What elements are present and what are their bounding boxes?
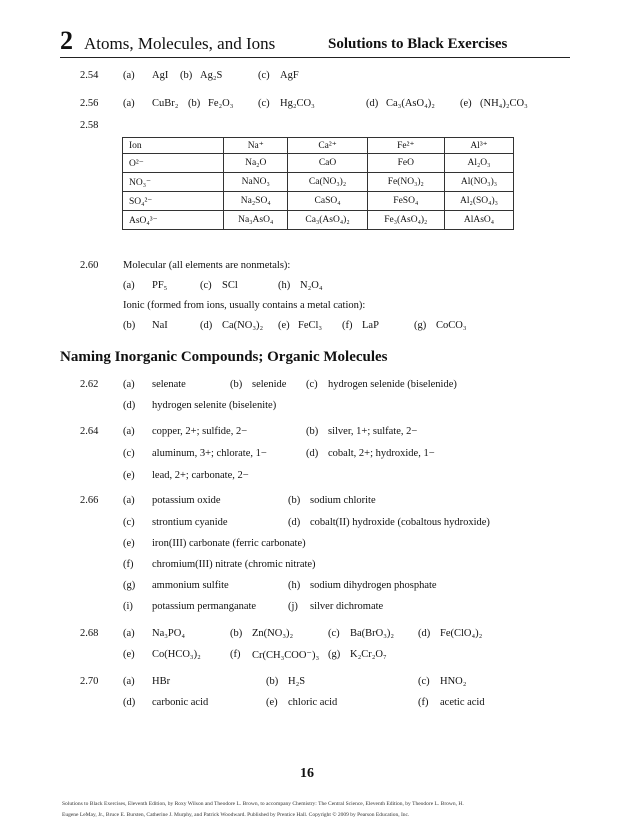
ion-compound-table xyxy=(122,137,514,230)
item-value: sodium chlorite xyxy=(310,495,376,506)
table-cell: CaO xyxy=(288,154,367,173)
page-number: 16 xyxy=(300,766,314,781)
item-value: NaI xyxy=(152,320,168,331)
item-label: (b) xyxy=(123,320,136,331)
table-cell: CaSO₄ xyxy=(288,192,367,211)
item-value: FeCl₃ xyxy=(298,320,323,331)
item-value: N₂O₄ xyxy=(300,280,323,291)
item-value: strontium cyanide xyxy=(152,517,228,528)
item-label: (d) xyxy=(288,517,301,528)
item-label: (a) xyxy=(123,379,135,390)
item-value: silver dichromate xyxy=(310,601,384,612)
table-cell: FeSO₄ xyxy=(367,192,444,211)
item-value: Co(HCO₃)₂ xyxy=(152,649,201,660)
item-label: (c) xyxy=(418,676,430,687)
molecular-label: Molecular (all elements are nonmetals): xyxy=(123,260,291,271)
item-value: acetic acid xyxy=(440,697,485,708)
item-label: (b) xyxy=(180,70,193,81)
item-value: Na₃PO₄ xyxy=(152,628,185,639)
item-label: (e) xyxy=(266,697,278,708)
item-label: (c) xyxy=(123,517,135,528)
item-value: HBr xyxy=(152,676,171,687)
item-value: sodium dihydrogen phosphate xyxy=(310,580,437,591)
table-cell: Ca₃(AsO₄)₂ xyxy=(288,211,367,230)
problem-number: 2.58 xyxy=(80,120,99,131)
item-value: Zn(NO₃)₂ xyxy=(252,628,294,639)
item-value: hydrogen selenite (biselenite) xyxy=(152,400,277,411)
column-header: Ion xyxy=(123,138,224,154)
table-header-row xyxy=(123,138,514,154)
item-value: iron(III) carbonate (ferric carbonate) xyxy=(152,538,306,549)
item-value: Ca₃(AsO₄)₂ xyxy=(386,98,435,109)
table-cell: SO₄²⁻ xyxy=(123,192,224,211)
item-value: cobalt, 2+; hydroxide, 1− xyxy=(328,448,435,459)
item-value: selenide xyxy=(252,379,287,390)
item-label: (b) xyxy=(288,495,301,506)
item-label: (d) xyxy=(418,628,431,639)
item-label: (f) xyxy=(123,559,134,570)
column-header: Ca²⁺ xyxy=(288,138,367,154)
item-value: LaP xyxy=(362,320,379,331)
item-label: (e) xyxy=(123,649,135,660)
item-label: (g) xyxy=(414,320,427,331)
item-value: Fe₂O₃ xyxy=(208,98,234,109)
table-cell: NO₃⁻ xyxy=(123,173,224,192)
item-label: (a) xyxy=(123,98,135,109)
table-row xyxy=(123,173,514,192)
item-label: (h) xyxy=(288,580,301,591)
item-value: selenate xyxy=(152,379,186,390)
item-label: (e) xyxy=(123,470,135,481)
item-label: (f) xyxy=(342,320,353,331)
problem-number: 2.60 xyxy=(80,260,99,271)
table-cell: Na₂SO₄ xyxy=(224,192,288,211)
table-cell: Fe(NO₃)₂ xyxy=(367,173,444,192)
table-cell: Al₂(SO₄)₃ xyxy=(445,192,514,211)
table-row xyxy=(123,192,514,211)
item-label: (c) xyxy=(200,280,212,291)
item-label: (a) xyxy=(123,628,135,639)
item-value: PF₅ xyxy=(152,280,168,291)
item-label: (i) xyxy=(123,601,133,612)
item-label: (d) xyxy=(200,320,213,331)
table-cell: O²⁻ xyxy=(123,154,224,173)
item-label: (e) xyxy=(123,538,135,549)
item-value: K₂Cr₂O₇ xyxy=(350,649,387,660)
item-value: copper, 2+; sulfide, 2− xyxy=(152,426,248,437)
item-label: (c) xyxy=(258,98,270,109)
item-value: Hg₂CO₃ xyxy=(280,98,315,109)
item-label: (a) xyxy=(123,280,135,291)
item-value: (NH₄)₂CO₃ xyxy=(480,98,528,109)
item-label: (d) xyxy=(123,697,136,708)
item-value: H₂S xyxy=(288,676,306,687)
column-header: Na⁺ xyxy=(224,138,288,154)
item-value: SCl xyxy=(222,280,238,291)
table-row xyxy=(123,211,514,230)
item-value: potassium oxide xyxy=(152,495,221,506)
footer-line-1: Solutions to Black Exercises, Eleventh Edition, by Roxy Wilson and Theodore L. Brown, to accompany Chemistry: The Central Science, Eleventh Edition, by Theodore L. Brown, H. xyxy=(62,801,464,807)
item-label: (a) xyxy=(123,495,135,506)
item-value: CoCO₃ xyxy=(436,320,467,331)
table-cell: Al(NO₃)₃ xyxy=(445,173,514,192)
item-value: carbonic acid xyxy=(152,697,209,708)
item-label: (d) xyxy=(306,448,319,459)
item-label: (f) xyxy=(230,649,241,660)
item-value: lead, 2+; carbonate, 2− xyxy=(152,470,249,481)
item-label: (a) xyxy=(123,426,135,437)
item-label: (c) xyxy=(258,70,270,81)
item-label: (a) xyxy=(123,676,135,687)
item-value: Ag₂S xyxy=(200,70,223,81)
item-label: (b) xyxy=(230,379,243,390)
item-value: hydrogen selenide (biselenide) xyxy=(328,379,457,390)
section-heading: Naming Inorganic Compounds; Organic Molecules xyxy=(60,349,388,365)
problem-number: 2.70 xyxy=(80,676,99,687)
item-label: (c) xyxy=(123,448,135,459)
column-header: Al³⁺ xyxy=(445,138,514,154)
ionic-label: Ionic (formed from ions, usually contains a metal cation): xyxy=(123,300,366,311)
item-value: ammonium sulfite xyxy=(152,580,229,591)
item-value: Ca(NO₃)₂ xyxy=(222,320,264,331)
running-title: Solutions to Black Exercises xyxy=(328,36,508,52)
item-value: HNO₂ xyxy=(440,676,467,687)
table-row xyxy=(123,154,514,173)
item-label: (j) xyxy=(288,601,298,612)
problem-number: 2.64 xyxy=(80,426,99,437)
item-value: CuBr₂ xyxy=(152,98,179,109)
table-cell: AlAsO₄ xyxy=(445,211,514,230)
item-label: (b) xyxy=(306,426,319,437)
chapter-title: Atoms, Molecules, and Ions xyxy=(84,34,276,53)
item-value: Ba(BrO₃)₂ xyxy=(350,628,395,639)
item-label: (g) xyxy=(123,580,136,591)
item-value: chloric acid xyxy=(288,697,338,708)
item-label: (f) xyxy=(418,697,429,708)
table-cell: Fe₃(AsO₄)₂ xyxy=(367,211,444,230)
item-label: (h) xyxy=(278,280,291,291)
item-value: Fe(ClO₄)₂ xyxy=(440,628,483,639)
item-label: (b) xyxy=(266,676,279,687)
item-label: (g) xyxy=(328,649,341,660)
problem-number: 2.66 xyxy=(80,495,99,506)
item-value: AgF xyxy=(280,70,299,81)
table-cell: Al₂O₃ xyxy=(445,154,514,173)
problem-number: 2.54 xyxy=(80,70,99,81)
table-cell: FeO xyxy=(367,154,444,173)
item-label: (b) xyxy=(188,98,201,109)
item-label: (e) xyxy=(460,98,472,109)
item-value: aluminum, 3+; chlorate, 1− xyxy=(152,448,267,459)
item-label: (c) xyxy=(328,628,340,639)
problem-number: 2.62 xyxy=(80,379,99,390)
table-cell: AsO₄³⁻ xyxy=(123,211,224,230)
item-value: silver, 1+; sulfate, 2− xyxy=(328,426,418,437)
table-cell: Ca(NO₃)₂ xyxy=(288,173,367,192)
footer-line-2: Eugene LeMay, Jr., Bruce E. Bursten, Catherine J. Murphy, and Patrick Woodward. Published by Prentice Hall. Copyright © 2009 by Pearson Education, Inc. xyxy=(62,812,410,818)
header-rule xyxy=(60,57,570,58)
problem-number: 2.56 xyxy=(80,98,99,109)
chapter-number: 2 xyxy=(60,26,73,55)
item-label: (b) xyxy=(230,628,243,639)
column-header: Fe²⁺ xyxy=(367,138,444,154)
problem-number: 2.68 xyxy=(80,628,99,639)
item-label: (d) xyxy=(366,98,379,109)
item-value: Cr(CH₃COO⁻)₃ xyxy=(252,650,320,661)
item-value: cobalt(II) hydroxide (cobaltous hydroxide) xyxy=(310,517,490,528)
table-cell: Na₂O xyxy=(224,154,288,173)
item-value: AgI xyxy=(152,70,169,81)
item-value: potassium permanganate xyxy=(152,601,257,612)
table-cell: NaNO₃ xyxy=(224,173,288,192)
item-label: (c) xyxy=(306,379,318,390)
table-cell: Na₃AsO₄ xyxy=(224,211,288,230)
item-label: (a) xyxy=(123,70,135,81)
item-label: (e) xyxy=(278,320,290,331)
item-label: (d) xyxy=(123,400,136,411)
item-value: chromium(III) nitrate (chromic nitrate) xyxy=(152,559,316,570)
